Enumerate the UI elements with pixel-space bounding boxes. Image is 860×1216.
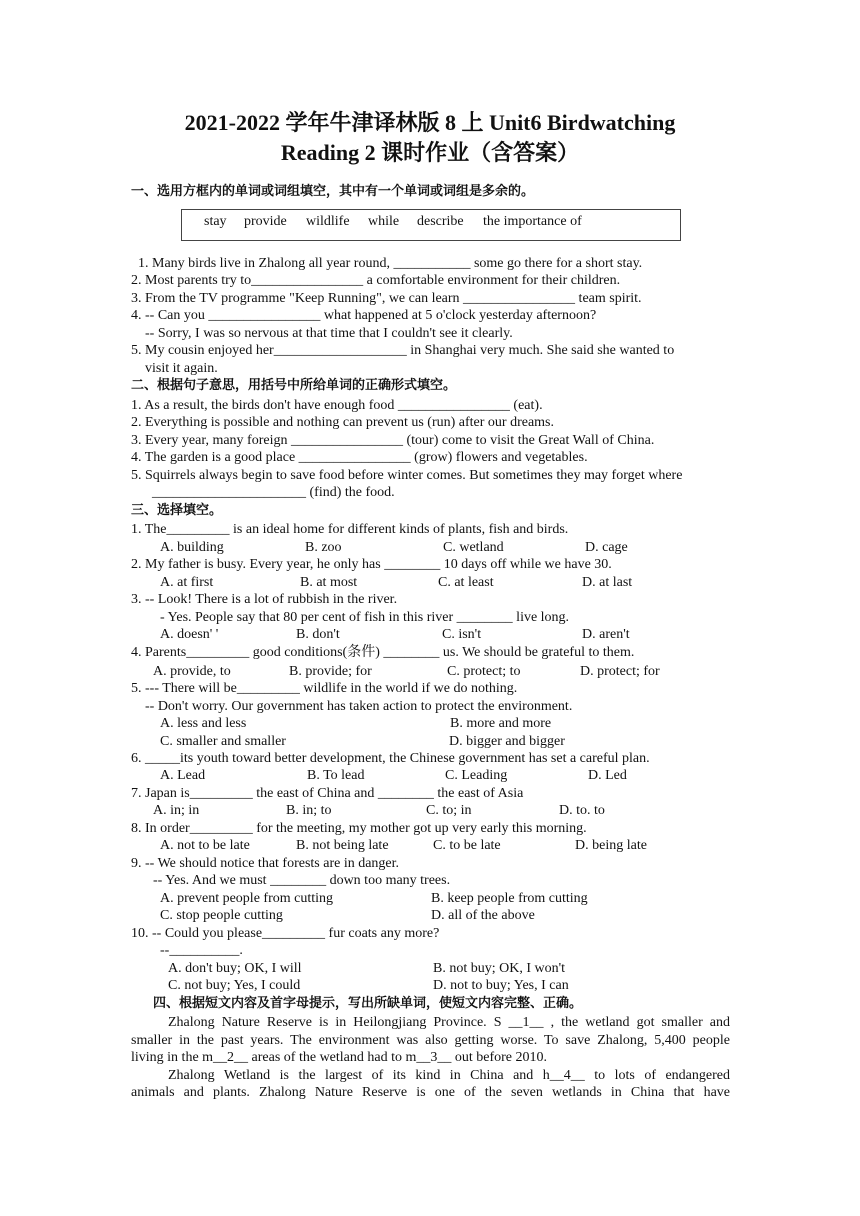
s3-q9-option: A. prevent people from cutting (160, 891, 334, 906)
word-box-item: stay (204, 214, 227, 229)
s3-q3: 3. -- Look! There is a lot of rubbish in the river. (131, 592, 398, 607)
s3-q5-reply: -- Don't worry. Our government has taken action to protect the environment. (145, 699, 573, 714)
s3-q1-option: D. cage (585, 540, 628, 555)
doc-title-line2: Reading 2 课时作业（含答案） (280, 140, 580, 165)
s3-q4-option: D. protect; for (580, 664, 660, 679)
s3-q6-option: B. To lead (307, 768, 365, 783)
s3-q10-option: D. not to buy; Yes, I can (433, 978, 569, 993)
s3-q3-reply: - Yes. People say that 80 per cent of fish in this river ________ live long. (160, 610, 570, 625)
s3-q6-option: D. Led (588, 768, 627, 783)
doc-title-line1: 2021-2022 学年牛津译林版 8 上 Unit6 Birdwatching (184, 110, 676, 135)
section1-heading: 一、选用方框内的单词或词组填空，其中有一个单词或词组是多余的。 (131, 184, 535, 199)
s3-q5-option: A. less and less (160, 716, 247, 731)
word-box-item: the importance of (483, 214, 582, 229)
s3-q1: 1. The_________ is an ideal home for different kinds of plants, fish and birds. (131, 522, 569, 537)
s3-q2-option: B. at most (300, 575, 358, 590)
s1-q3: 3. From the TV programme "Keep Running", we can learn ________________ team spirit. (131, 291, 642, 306)
s3-q4-option: C. protect; to (447, 664, 521, 679)
s3-q5-option: B. more and more (450, 716, 552, 731)
s2-q2: 2. Everything is possible and nothing can prevent us (run) after our dreams. (131, 415, 555, 430)
s1-q5: 5. My cousin enjoyed her___________________ in Shanghai very much. She said she wanted to (131, 343, 675, 358)
s3-q2-option: D. at last (582, 575, 633, 590)
s3-q8: 8. In order_________ for the meeting, my mother got up very early this morning. (131, 821, 587, 836)
word-box-item: while (368, 214, 400, 229)
s3-q7-option: A. in; in (153, 803, 200, 818)
word-box-item: describe (417, 214, 464, 229)
s2-q5: 5. Squirrels always begin to save food before winter comes. But sometimes they may forget where (131, 468, 683, 483)
word-box-item: wildlife (306, 214, 350, 229)
s3-q1-option: A. building (160, 540, 224, 555)
s3-q6-option: A. Lead (160, 768, 206, 783)
s3-q5-option: D. bigger and bigger (449, 734, 565, 749)
passage-line: living in the m__2__ areas of the wetland had to m__3__ out before 2010. (131, 1050, 548, 1065)
s3-q6: 6. _____its youth toward better development, the Chinese government has set a careful plan. (131, 751, 650, 766)
s2-q1: 1. As a result, the birds don't have enough food ________________ (eat). (131, 398, 543, 413)
s3-q10-reply: --__________. (160, 943, 243, 958)
s3-q2: 2. My father is busy. Every year, he only has ________ 10 days off while we have 30. (131, 557, 612, 572)
s1-q5-cont: visit it again. (145, 361, 218, 376)
section3-heading: 三、选择填空。 (131, 503, 223, 518)
s3-q9-option: D. all of the above (431, 908, 535, 923)
s3-q9-option: C. stop people cutting (160, 908, 283, 923)
s1-q4-reply: -- Sorry, I was so nervous at that time that I couldn't see it clearly. (145, 326, 513, 341)
s3-q8-option: A. not to be late (160, 838, 250, 853)
s3-q4: 4. Parents_________ good conditions(条件) ________ us. We should be grateful to them. (131, 645, 635, 660)
s3-q4-option: A. provide, to (153, 664, 231, 679)
s3-q8-option: C. to be late (433, 838, 501, 853)
section4-heading: 四、根据短文内容及首字母提示，写出所缺单词，使短文内容完整、正确。 (153, 996, 583, 1011)
s1-q2: 2. Most parents try to________________ a comfortable environment for their children. (131, 273, 621, 288)
s3-q2-option: A. at first (160, 575, 214, 590)
s3-q10-option: B. not buy; OK, I won't (433, 961, 566, 976)
s1-q4: 4. -- Can you ________________ what happened at 5 o'clock yesterday afternoon? (131, 308, 597, 323)
word-box-item: provide (244, 214, 287, 229)
s3-q5-option: C. smaller and smaller (160, 734, 286, 749)
s3-q3-option: B. don't (296, 627, 340, 642)
s3-q6-option: C. Leading (445, 768, 508, 783)
s3-q8-option: B. not being late (296, 838, 389, 853)
s3-q8-option: D. being late (575, 838, 647, 853)
s3-q10-option: A. don't buy; OK, I will (168, 961, 302, 976)
s3-q7: 7. Japan is_________ the east of China and ________ the east of Asia (131, 786, 524, 801)
s3-q7-option: B. in; to (286, 803, 332, 818)
s3-q10-option: C. not buy; Yes, I could (168, 978, 301, 993)
s2-q5-cont: ______________________ (find) the food. (152, 485, 395, 500)
section2-heading: 二、根据句子意思，用括号中所给单词的正确形式填空。 (131, 378, 457, 393)
s3-q7-option: D. to. to (559, 803, 605, 818)
s3-q3-option: D. aren't (582, 627, 630, 642)
passage-line: Zhalong Wetland is the largest of its kind in China and h__4__ to lots of endangered (168, 1068, 730, 1083)
s3-q9-reply: -- Yes. And we must ________ down too many trees. (153, 873, 451, 888)
s3-q3-option: A. doesn' ' (160, 627, 219, 642)
passage-line: Zhalong Nature Reserve is in Heilongjiang Province. S __1__ , the wetland got smaller and (168, 1015, 730, 1030)
word-box (181, 209, 681, 241)
s3-q3-option: C. isn't (442, 627, 482, 642)
s1-q1: 1. Many birds live in Zhalong all year round, ___________ some go there for a short stay. (138, 256, 643, 271)
s3-q7-option: C. to; in (426, 803, 472, 818)
s3-q10: 10. -- Could you please_________ fur coats any more? (131, 926, 440, 941)
s2-q3: 3. Every year, many foreign ________________ (tour) come to visit the Great Wall of China. (131, 433, 655, 448)
s3-q9-option: B. keep people from cutting (431, 891, 588, 906)
s3-q9: 9. -- We should notice that forests are in danger. (131, 856, 400, 871)
s3-q2-option: C. at least (438, 575, 494, 590)
s3-q5: 5. --- There will be_________ wildlife in the world if we do nothing. (131, 681, 518, 696)
passage-line: animals and plants. Zhalong Nature Reserve is one of the seven wetlands in China that have (131, 1085, 730, 1100)
s2-q4: 4. The garden is a good place ________________ (grow) flowers and vegetables. (131, 450, 588, 465)
passage-line: smaller in the past years. The environment was also getting worse. To save Zhalong, 5,400 people (131, 1033, 730, 1048)
s3-q4-option: B. provide; for (289, 664, 372, 679)
s3-q1-option: C. wetland (443, 540, 504, 555)
s3-q1-option: B. zoo (305, 540, 342, 555)
